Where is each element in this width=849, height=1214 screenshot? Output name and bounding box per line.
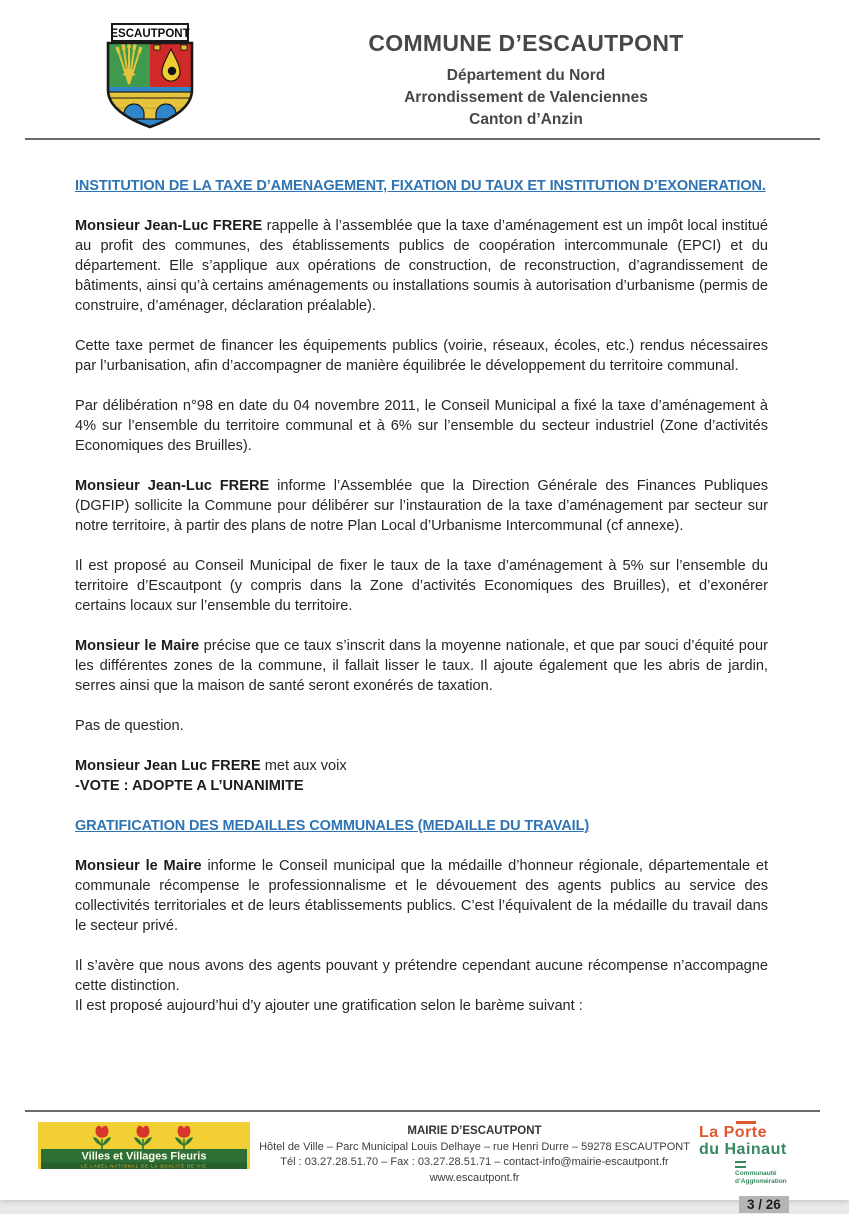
document-body	[0, 140, 849, 1112]
coat-of-arms-icon	[95, 22, 205, 136]
logo-accent-bar	[736, 1121, 756, 1124]
paragraph-text: informe le Conseil municipal que la médaille d’honneur régionale, départementale et communale récompense le professionnalisme et le dévouement des agents publics au service des collectivités territoriales et de leurs établissements publics. C’est l’équivalent de la médaille du travail dans le secteur privé.	[75, 858, 769, 934]
mairie-website: www.escautpont.fr	[429, 1171, 520, 1184]
paragraph	[75, 476, 768, 536]
speaker-name: Monsieur Jean-Luc FRERE	[75, 218, 263, 234]
paragraph	[75, 856, 768, 936]
paragraph-text: Il s’avère que nous avons des agents pouvant y prétendre cependant aucune récompense n’accompagne cette distinction.	[75, 958, 768, 994]
paragraph-text: Pas de question.	[75, 718, 184, 734]
paragraph	[75, 636, 768, 696]
header-subtitle-arrondissement: Arrondissement de Valenciennes	[404, 89, 648, 106]
vote-line-1-text: met aux voix	[260, 758, 347, 774]
communaute-label: Communauté	[735, 1170, 777, 1177]
paragraph-text: Il est proposé aujourd’hui d’y ajouter une gratification selon le barème suivant :	[75, 998, 583, 1014]
speaker-name: Monsieur le Maire	[75, 858, 202, 874]
crest-banner	[110, 24, 189, 41]
paragraph-text: Par délibération n°98 en date du 04 novembre 2011, le Conseil Municipal a fixé la taxe d’aménagement à 4% sur l’ensemble du territoire communal et à 6% sur l’ensemble du secteur industriel (Zone d’activités Economiques des Bruilles).	[75, 398, 768, 454]
logo-equals-mark	[735, 1161, 746, 1168]
paragraph	[75, 336, 768, 376]
speaker-name: Monsieur Jean-Luc FRERE	[75, 478, 270, 494]
page-number-badge: 3 / 26	[739, 1196, 789, 1213]
speaker-name: Monsieur le Maire	[75, 638, 200, 654]
paragraph-no-question	[75, 716, 768, 736]
paragraph-text: Il est proposé au Conseil Municipal de fixer le taux de la taxe d’aménagement à 5% sur l’ensemble du territoire d’Escautpont (y compris dans la Zone d’activités Economiques des Bruilles), et d’exonérer certains locaux sur l’ensemble du territoire.	[75, 558, 768, 614]
vote-result: -VOTE : ADOPTE A L’UNANIMITE	[75, 778, 304, 794]
villes-fleuris-icon	[38, 1122, 250, 1169]
crest-banner-text: ESCAUTPONT	[110, 28, 190, 40]
villes-et-villages-fleuris-logo	[38, 1122, 250, 1174]
vote-line-1	[75, 758, 347, 774]
paragraph	[75, 396, 768, 456]
section-heading-gratification-medailles: GRATIFICATION DES MEDAILLES COMMUNALES (MEDAILLE DU TRAVAIL)	[75, 818, 590, 834]
footer-divider	[25, 1110, 820, 1112]
paragraph-text: Cette taxe permet de financer les équipements publics (voirie, réseaux, écoles, etc.) rendus nécessaires par l’urbanisation, afin d’accompagner de manière équilibrée le développement du territoire communal.	[75, 338, 768, 374]
section-heading-taxe-amenagement: INSTITUTION DE LA TAXE D’AMENAGEMENT, FIXATION DU TAUX ET INSTITUTION D’EXONERATION.	[75, 178, 766, 194]
escautpont-coat-of-arms	[95, 22, 205, 138]
paragraph	[75, 216, 768, 316]
document-footer	[38, 1122, 821, 1214]
agglomeration-label: d’Agglomération	[735, 1177, 787, 1185]
speaker-name: Monsieur Jean Luc FRERE	[75, 758, 261, 774]
bridge-charge	[108, 92, 192, 119]
paragraph-text: précise que ce taux s’inscrit dans la moyenne nationale, et que par souci d’équité pour les différentes zones de la commune, il fallait lisser le taux. Il ajoute également que les abris de jardin, serres ainsi que la maison de santé seront exonérés de taxation.	[75, 638, 768, 694]
porte-du-hainaut-line2: du Hainaut	[699, 1141, 787, 1158]
porte-du-hainaut-line1: La Porte	[699, 1124, 768, 1141]
paragraph	[75, 556, 768, 616]
page-title: COMMUNE D’ESCAUTPONT	[368, 30, 684, 56]
header-subtitle-canton: Canton d’Anzin	[469, 111, 583, 128]
paragraph-text: informe l’Assemblée que la Direction Générale des Finances Publiques (DGFIP) sollicite la Commune pour délibérer sur l’instauration de la taxe d’aménagement par secteur sur notre territoire, à partir des plans de notre Plan Local d’Urbanisme Intercommunal (cf annexe).	[75, 478, 768, 534]
mairie-name: MAIRIE D’ESCAUTPONT	[407, 1125, 542, 1137]
header-subtitle-departement: Département du Nord	[446, 67, 606, 84]
mairie-address: Hôtel de Ville – Parc Municipal Louis Delhaye – rue Henri Durre – 59278 ESCAUTPONT	[259, 1140, 690, 1153]
footer-contact-block	[250, 1124, 699, 1186]
paragraph-text: rappelle à l’assemblée que la taxe d’aménagement est un impôt local institué au profit des communes, des établissements publics de coopération intercommunale (EPCI) et du département. Elle s’applique aux opérations de construction, de reconstruction, d’agrandissement de bâtiments, ainsi qu’à certains aménagements ou installations soumis à autorisation d’urbanisme (permis de construire, d’aménager, déclaration préalable).	[75, 218, 768, 314]
paragraph	[75, 956, 768, 1016]
vote-block	[75, 756, 768, 796]
villes-fleuris-tagline: LE LABEL NATIONAL DE LA QUALITÉ DE VIE	[81, 1163, 207, 1169]
villes-fleuris-label: Villes et Villages Fleuris	[81, 1150, 207, 1163]
document-header	[0, 0, 849, 138]
porte-du-hainaut-logo	[699, 1122, 821, 1214]
mairie-contact: Tél : 03.27.28.51.70 – Fax : 03.27.28.51.71 – contact-info@mairie-escautpont.fr	[280, 1156, 669, 1168]
header-titles	[205, 30, 849, 138]
